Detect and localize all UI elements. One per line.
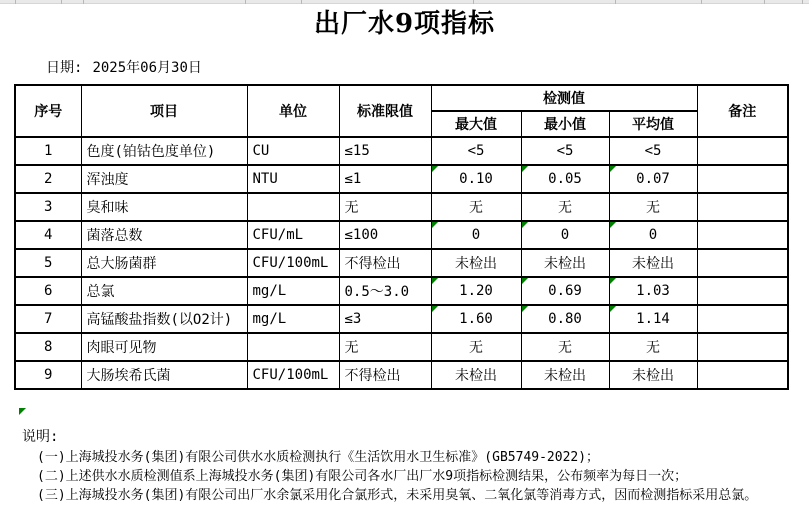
notes-list xyxy=(37,448,757,505)
cell-item-name: 菌落总数 xyxy=(81,221,247,249)
cell-min-value: 无 xyxy=(521,333,609,361)
cell-max-value: 未检出 xyxy=(431,361,521,389)
cell-item-name: 高锰酸盐指数(以O2计) xyxy=(81,305,247,333)
cell-min-value: 无 xyxy=(521,193,609,221)
cell-remark xyxy=(697,361,788,389)
cell-item-name: 臭和味 xyxy=(81,193,247,221)
cell-min-value: 未检出 xyxy=(521,249,609,277)
cell-max-value: 未检出 xyxy=(431,249,521,277)
report-date xyxy=(46,57,202,77)
cell-standard-limit: 无 xyxy=(339,333,431,361)
cell-max-value: 0.10 xyxy=(431,165,521,193)
cell-row-number: 3 xyxy=(15,193,81,221)
cell-standard-limit: ≤1 xyxy=(339,165,431,193)
cell-unit xyxy=(247,193,339,221)
cell-standard-limit: 不得检出 xyxy=(339,361,431,389)
cell-row-number: 1 xyxy=(15,137,81,165)
date-value: 2025年06月30日 xyxy=(92,60,202,76)
cell-item-name: 总氯 xyxy=(81,277,247,305)
table-row xyxy=(15,221,788,249)
header-unit: 单位 xyxy=(247,85,339,137)
cell-avg-value: 无 xyxy=(609,193,697,221)
cell-avg-value: 未检出 xyxy=(609,361,697,389)
cell-avg-value: 0.07 xyxy=(609,165,697,193)
table-row xyxy=(15,137,788,165)
cell-unit: NTU xyxy=(247,165,339,193)
table-row xyxy=(15,305,788,333)
header-detection: 检测值 xyxy=(431,85,697,111)
cell-max-value: 无 xyxy=(431,193,521,221)
cell-standard-limit: ≤15 xyxy=(339,137,431,165)
cell-unit xyxy=(247,333,339,361)
cell-avg-value: 未检出 xyxy=(609,249,697,277)
header-avg: 平均值 xyxy=(609,111,697,137)
cell-min-value: 0.05 xyxy=(521,165,609,193)
cell-avg-value: 0 xyxy=(609,221,697,249)
cell-remark xyxy=(697,137,788,165)
cell-min-value: 0.80 xyxy=(521,305,609,333)
cell-row-number: 6 xyxy=(15,277,81,305)
note-line: (二)上述供水水质检测值系上海城投水务(集团)有限公司各水厂出厂水9项指标检测结果，公布频率为每日一次； xyxy=(37,469,688,484)
table-body xyxy=(15,137,788,389)
cell-unit: CFU/100mL xyxy=(247,361,339,389)
cell-avg-value: 无 xyxy=(609,333,697,361)
cell-standard-limit: 0.5～3.0 xyxy=(339,277,431,305)
cell-avg-value: <5 xyxy=(609,137,697,165)
header-min: 最小值 xyxy=(521,111,609,137)
cell-unit: CFU/100mL xyxy=(247,249,339,277)
cell-min-value: 未检出 xyxy=(521,361,609,389)
table-row xyxy=(15,333,788,361)
cell-unit: mg/L xyxy=(247,305,339,333)
cell-remark xyxy=(697,165,788,193)
note-line: (三)上海城投水务(集团)有限公司出厂水余氯采用化合氯形式，未采用臭氧、二氧化氯等消毒方式，因而检测指标采用总氯。 xyxy=(37,488,758,503)
cell-standard-limit: ≤100 xyxy=(339,221,431,249)
cell-unit: CFU/mL xyxy=(247,221,339,249)
table-row xyxy=(15,361,788,389)
header-remark: 备注 xyxy=(697,85,788,137)
cell-max-value: 1.60 xyxy=(431,305,521,333)
cell-remark xyxy=(697,333,788,361)
cell-remark xyxy=(697,277,788,305)
cell-max-value: 1.20 xyxy=(431,277,521,305)
header-limit: 标准限值 xyxy=(339,85,431,137)
cell-unit: CU xyxy=(247,137,339,165)
cell-item-name: 大肠埃希氏菌 xyxy=(81,361,247,389)
comment-flag-icon xyxy=(19,408,26,415)
cell-row-number: 4 xyxy=(15,221,81,249)
cell-item-name: 总大肠菌群 xyxy=(81,249,247,277)
cell-max-value: 无 xyxy=(431,333,521,361)
cell-row-number: 8 xyxy=(15,333,81,361)
cell-remark xyxy=(697,221,788,249)
cell-avg-value: 1.03 xyxy=(609,277,697,305)
header-no: 序号 xyxy=(15,85,81,137)
table-header xyxy=(15,85,788,137)
table-row xyxy=(15,193,788,221)
page-title: 出厂水9项指标 xyxy=(313,9,496,39)
cell-item-name: 浑浊度 xyxy=(81,165,247,193)
table-row xyxy=(15,277,788,305)
cell-standard-limit: 不得检出 xyxy=(339,249,431,277)
cell-remark xyxy=(697,249,788,277)
cell-row-number: 5 xyxy=(15,249,81,277)
cell-item-name: 色度(铂钴色度单位) xyxy=(81,137,247,165)
cell-row-number: 2 xyxy=(15,165,81,193)
cell-standard-limit: ≤3 xyxy=(339,305,431,333)
cell-min-value: 0.69 xyxy=(521,277,609,305)
cell-remark xyxy=(697,305,788,333)
notes-heading: 说明: xyxy=(22,429,59,445)
table-row xyxy=(15,249,788,277)
cell-remark xyxy=(697,193,788,221)
indicator-table xyxy=(14,84,789,390)
header-max: 最大值 xyxy=(431,111,521,137)
table-row xyxy=(15,165,788,193)
cell-max-value: <5 xyxy=(431,137,521,165)
cell-standard-limit: 无 xyxy=(339,193,431,221)
cell-row-number: 7 xyxy=(15,305,81,333)
cell-row-number: 9 xyxy=(15,361,81,389)
cell-min-value: 0 xyxy=(521,221,609,249)
cell-unit: mg/L xyxy=(247,277,339,305)
cell-min-value: <5 xyxy=(521,137,609,165)
cell-avg-value: 1.14 xyxy=(609,305,697,333)
cell-item-name: 肉眼可见物 xyxy=(81,333,247,361)
cell-max-value: 0 xyxy=(431,221,521,249)
note-line: (一)上海城投水务(集团)有限公司供水水质检测执行《生活饮用水卫生标准》(GB5749-2022)； xyxy=(37,450,600,465)
header-row-1 xyxy=(15,85,788,111)
header-item: 项目 xyxy=(81,85,247,137)
date-label: 日期: xyxy=(46,60,83,76)
